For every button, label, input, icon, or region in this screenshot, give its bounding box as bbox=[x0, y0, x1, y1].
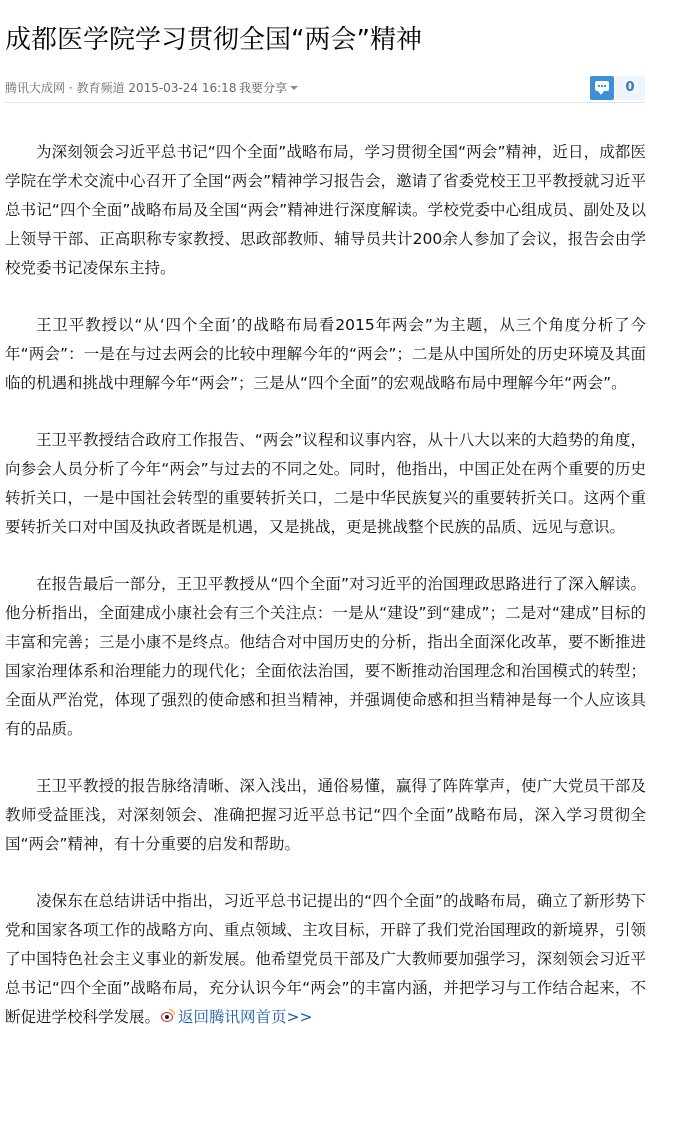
publish-datetime: 2015-03-24 16:18 bbox=[128, 81, 237, 95]
paragraph-text: 凌保东在总结讲话中指出，习近平总书记提出的“四个全面”的战略布局，确立了新形势下党和国家各项工作的战略方向、重点领域、主攻目标，开辟了我们党治国理政的新境界，引领了中国特色社会主义事业的新发展。他希望党员干部及广大教师要加强学习，深刻领会习近平总书记“四个全面”战略布局，充分认识今年“两会”的丰富内涵，并把学习与工作结合起来，不断促进学校科学发展。 bbox=[5, 892, 646, 1026]
comment-button[interactable] bbox=[590, 76, 645, 100]
paragraph: 王卫平教授的报告脉络清晰、深入浅出，通俗易懂，赢得了阵阵掌声，使广大党员干部及教师受益匪浅，对深刻领会、准确把握习近平总书记“四个全面”战略布局，深入学习贯彻全国“两会”精神，有十分重要的启发和帮助。 bbox=[5, 777, 646, 853]
chevron-down-icon bbox=[290, 86, 298, 90]
article-meta-bar bbox=[5, 76, 645, 103]
comment-icon bbox=[590, 76, 614, 100]
article-meta bbox=[5, 79, 236, 96]
channel-link[interactable]: 教育频道 bbox=[76, 81, 125, 95]
paragraph-last bbox=[5, 887, 646, 1032]
back-link-label: 返回腾讯网首页>> bbox=[178, 1008, 313, 1026]
article-body bbox=[5, 138, 646, 1060]
paragraph: 为深刻领会习近平总书记“四个全面”战略布局，学习贯彻全国“两会”精神，近日，成都医学院在学术交流中心召开了全国“两会”精神学习报告会，邀请了省委党校王卫平教授就习近平总书记“四个全面”战略布局及全国“两会”精神进行深度解读。学校党委中心组成员、副处及以上领导干部、正高职称专家教授、思政部教师、辅导员共计200余人参加了会议，报告会由学校党委书记凌保东主持。 bbox=[5, 143, 646, 277]
meta-separator: · bbox=[65, 81, 77, 95]
source-link[interactable]: 腾讯大成网 bbox=[5, 81, 66, 95]
share-dropdown[interactable] bbox=[239, 79, 298, 96]
comment-count: 0 bbox=[615, 76, 645, 100]
article-title: 成都医学院学习贯彻全国“两会”精神 bbox=[5, 25, 422, 55]
weibo-icon bbox=[160, 1009, 175, 1024]
paragraph: 王卫平教授结合政府工作报告、“两会”议程和议事内容，从十八大以来的大趋势的角度，向参会人员分析了今年“两会”与过去的不同之处。同时，他指出，中国正处在两个重要的历史转折关口，一是中国社会转型的重要转折关口，二是中华民族复兴的重要转折关口。这两个重要转折关口对中国及执政者既是机遇，又是挑战，更是挑战整个民族的品质、远见与意识。 bbox=[5, 431, 646, 536]
back-to-home-link[interactable] bbox=[160, 1008, 312, 1026]
share-label: 我要分享 bbox=[239, 81, 288, 95]
paragraph: 王卫平教授以“从‘四个全面’的战略布局看2015年两会”为主题，从三个角度分析了今年“两会”：一是在与过去两会的比较中理解今年的“两会”；二是从中国所处的历史环境及其面临的机遇和挑战中理解今年“两会”；三是从“四个全面”的宏观战略布局中理解今年“两会”。 bbox=[5, 316, 646, 392]
paragraph: 在报告最后一部分，王卫平教授从“四个全面”对习近平的治国理政思路进行了深入解读。他分析指出，全面建成小康社会有三个关注点：一是从“建设”到“建成”；二是对“建成”目标的丰富和完善；三是小康不是终点。他结合对中国历史的分析，指出全面深化改革，要不断推进国家治理体系和治理能力的现代化；全面依法治国，要不断推动治国理念和治国模式的转型；全面从严治党，体现了强烈的使命感和担当精神，并强调使命感和担当精神是每一个人应该具有的品质。 bbox=[5, 575, 646, 738]
